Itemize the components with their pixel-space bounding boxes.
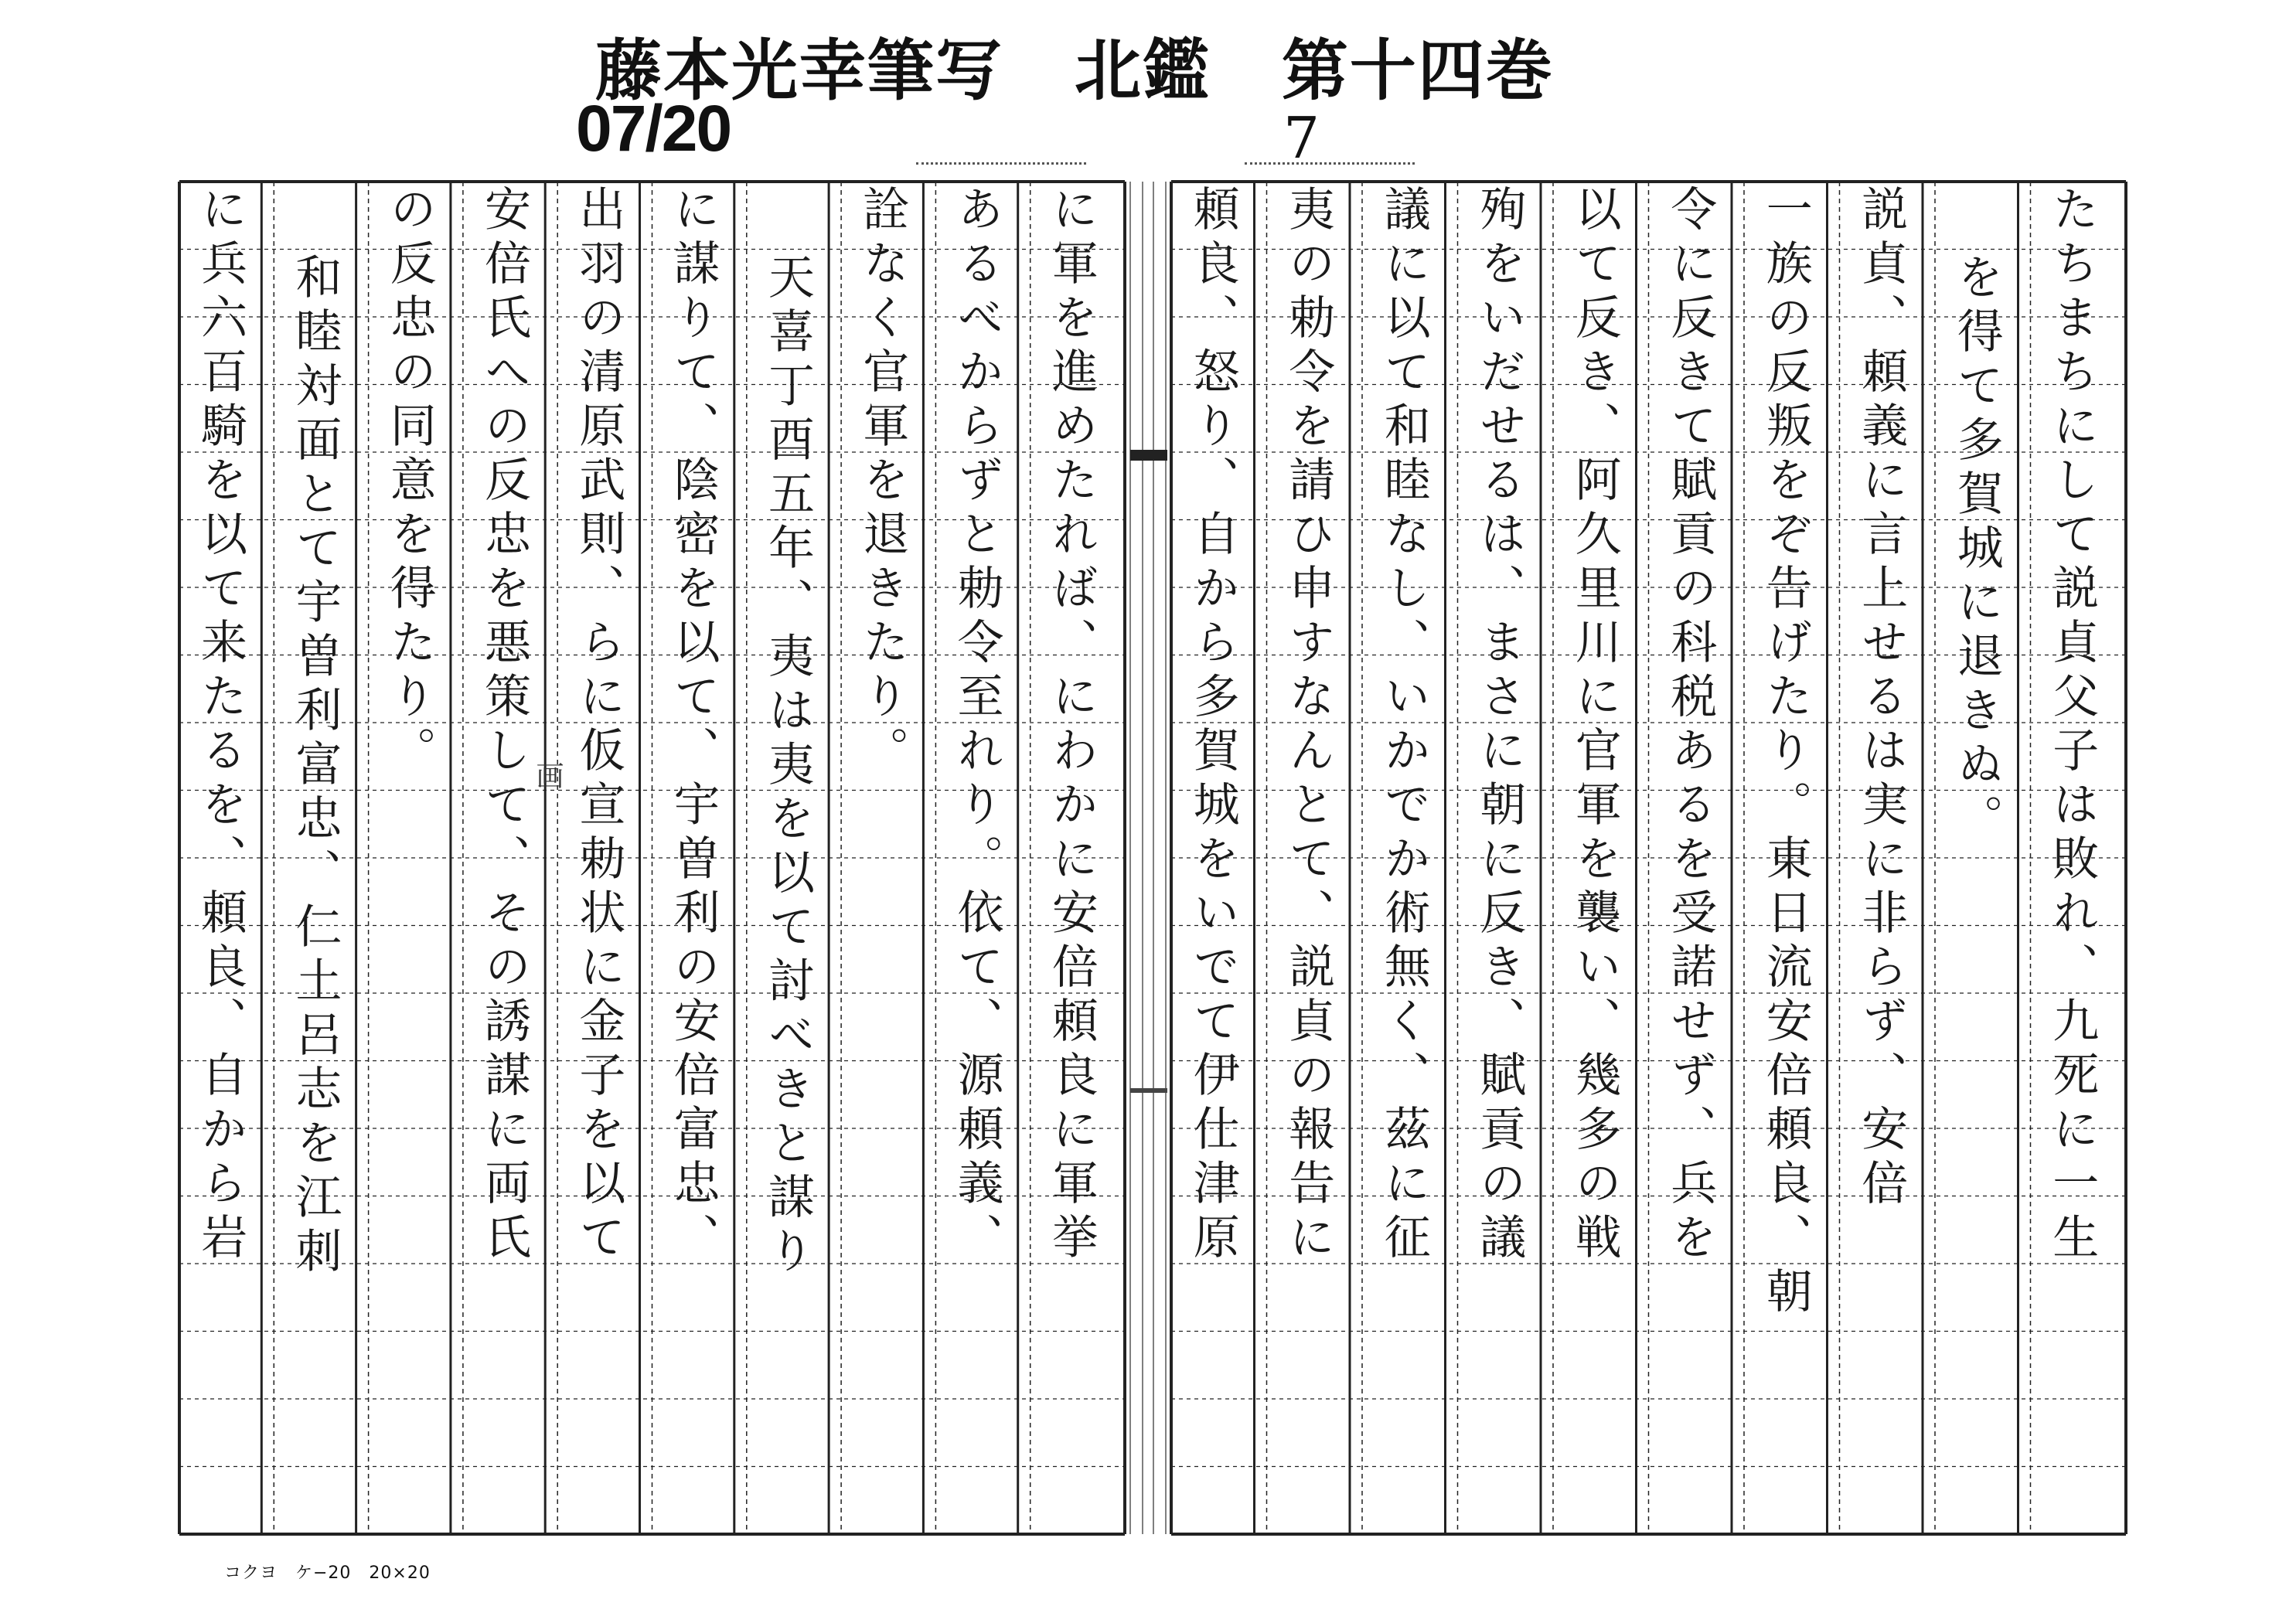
insertion-mark: 画 — [532, 761, 564, 789]
manuscript-grid — [179, 182, 2126, 1534]
text-column: に兵六百騎を以て来たるを、頼良、自から岩 — [193, 185, 248, 1267]
title-part: 藤本光幸筆写 — [595, 32, 1003, 110]
binding-tab — [1130, 450, 1167, 461]
text-column: 議に以て和睦なし、いかでか術無く、茲に征 — [1376, 185, 1431, 1267]
text-column: 一族の反叛をぞ告げたり。東日流安倍頼良、朝 — [1758, 185, 1813, 1321]
text-column: 以て反き、阿久里川に官軍を襲い、幾多の戦 — [1567, 185, 1622, 1267]
text-column: に謀りて、陰密を以て、宇曽利の安倍富忠、 — [666, 185, 720, 1267]
transcription-date: 07/20 — [576, 92, 731, 165]
text-column: 説貞、頼義に言上せるは実に非らず、安倍 — [1854, 185, 1909, 1213]
text-column: たちまちにして説貞父子は敗れ、九死に一生 — [2045, 185, 2100, 1267]
paper-imprint: コクヨ ケ−20 20×20 — [224, 1563, 431, 1583]
text-column: 令に反きて賦貢の科税あるを受諾せず、兵を — [1663, 185, 1718, 1267]
binding-gutter — [1130, 182, 1167, 1534]
text-column: 出羽の清原武則、らに仮宣勅状に金子を以て — [571, 185, 626, 1267]
text-column: あるべからずと勅令至れり。依て、源頼義、 — [949, 185, 1004, 1267]
binding-tab — [1130, 1088, 1167, 1093]
page-number: 7 — [1283, 105, 1320, 172]
title-part: 第十四巻 — [1281, 32, 1554, 110]
text-column: に軍を進めたれば、にわかに安倍頼良に軍挙 — [1044, 185, 1099, 1267]
text-column: を得て多賀城に退きぬ。 — [1949, 252, 2004, 848]
text-column: 夷の勅令を請ひ申すなんとて、説貞の報告に — [1281, 185, 1336, 1267]
text-column: 殉をいだせるは、まさに朝に反き、賦貢の議 — [1472, 185, 1527, 1267]
title-part: 北鑑 — [1074, 32, 1211, 110]
text-column: の反忠の同意を得たり。 — [382, 185, 437, 780]
text-column: 和睦対面とて宇曽利富忠、仁土呂志を江刺 — [288, 252, 342, 1281]
text-column: 詮なく官軍を退きたり。 — [855, 185, 910, 780]
text-column: 天喜丁酉五年、夷は夷を以て討べきと謀り — [760, 252, 815, 1281]
text-column: 安倍氏への反忠を悪策して、その誘謀に両氏 — [477, 185, 532, 1267]
text-column: 頼良、怒り、自から多賀城をいでて伊仕津原 — [1185, 185, 1240, 1267]
